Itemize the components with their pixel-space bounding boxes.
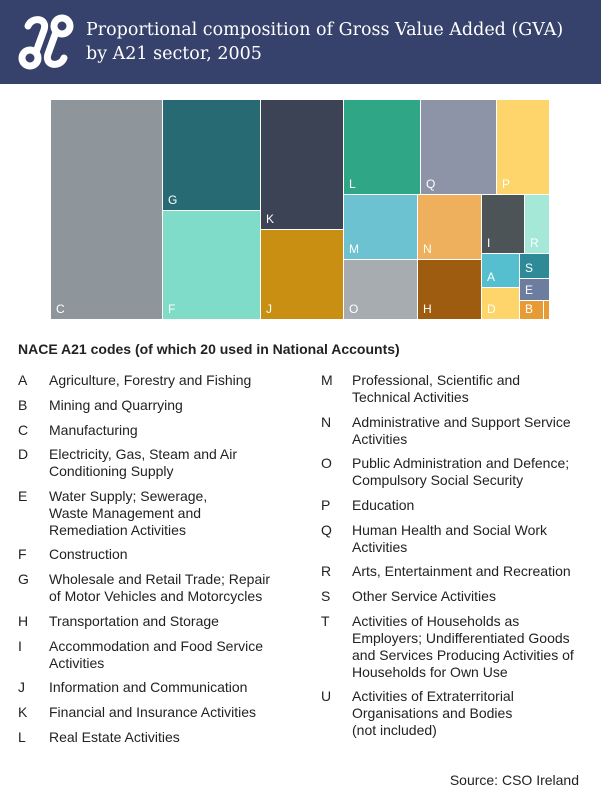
legend-description-line: Electricity, Gas, Steam and Air: [49, 446, 238, 462]
legend-code: E: [18, 488, 28, 504]
treemap-label-d: D: [487, 302, 496, 316]
treemap-tile-h: [418, 260, 481, 319]
treemap-tile-k: [261, 100, 343, 229]
treemap-label-l: L: [349, 177, 356, 191]
legend-code: P: [321, 497, 331, 513]
legend-description-line: Wholesale and Retail Trade; Repair: [49, 571, 271, 587]
title-line-1: Proportional composition of Gross Value Added (GVA): [86, 20, 564, 40]
legend-description: [49, 638, 263, 672]
legend-code: G: [18, 571, 29, 587]
treemap-label-r: R: [530, 236, 539, 250]
legend-description: [49, 397, 183, 414]
legend-description-line: Organisations and Bodies: [352, 705, 513, 721]
legend-code: I: [18, 638, 22, 654]
legend-description-line: Construction: [49, 546, 128, 562]
treemap-label-n: N: [423, 242, 432, 256]
source-note: Source: CSO Ireland: [449, 772, 579, 788]
treemap-tile-a: [482, 254, 519, 287]
legend-description-line: Households for Own Use: [352, 664, 508, 680]
legend-description-line: Human Health and Social Work: [352, 522, 548, 538]
treemap-tile-f: [163, 211, 260, 319]
treemap-tile-m: [344, 195, 417, 259]
legend-description-line: Compulsory Social Security: [352, 472, 524, 488]
legend-description-line: Information and Communication: [49, 679, 248, 695]
legend-code: C: [18, 422, 29, 438]
treemap-tile-o: [344, 260, 417, 319]
chart-title: [86, 18, 586, 66]
treemap-rect-g: [163, 100, 260, 210]
legend-description: [49, 729, 180, 746]
treemap-tile-s: [520, 254, 549, 278]
treemap-tile-j: [261, 230, 343, 319]
treemap-label-c: C: [56, 302, 65, 316]
treemap-label-g: G: [168, 193, 178, 207]
legend-code: B: [18, 397, 28, 413]
legend-code: U: [321, 688, 332, 704]
header-banner: [0, 0, 601, 84]
legend-description-line: of Motor Vehicles and Motorcycles: [49, 588, 263, 604]
legend-description-line: Activities of Extraterritorial: [352, 688, 514, 704]
legend-code: J: [18, 679, 25, 695]
legend-code: Q: [321, 522, 332, 538]
legend-description: [352, 588, 496, 605]
legend-description: [49, 546, 128, 563]
legend-description-line: Other Service Activities: [352, 588, 496, 604]
legend-description: [352, 613, 574, 681]
legend-code: O: [321, 455, 332, 471]
treemap-label-f: F: [168, 302, 176, 316]
treemap-tile-p: [497, 100, 549, 194]
legend-description-line: Water Supply; Sewerage,: [49, 488, 208, 504]
treemap-label-h: H: [423, 302, 432, 316]
treemap-tile-c: [51, 100, 162, 319]
treemap-label-p: P: [502, 177, 511, 191]
treemap-tile-q: [421, 100, 496, 194]
legend-description-line: Manufacturing: [49, 422, 138, 438]
legend-description-line: Activities: [352, 539, 408, 555]
treemap-tile-e: [520, 279, 549, 300]
legend-description: [352, 414, 571, 448]
treemap-label-a: A: [487, 270, 496, 284]
cso-link-icon: [18, 12, 74, 72]
legend-description: [352, 497, 414, 514]
treemap-label-o: O: [349, 302, 359, 316]
legend-code: K: [18, 704, 28, 720]
treemap-tile-i: [482, 195, 524, 253]
legend-code: H: [18, 613, 29, 629]
legend-description-line: Arts, Entertainment and Recreation: [352, 563, 571, 579]
treemap-label-b: B: [525, 302, 534, 316]
legend-description: [49, 446, 237, 480]
treemap-tile-n: [418, 195, 481, 259]
legend-description: [49, 704, 256, 721]
legend-description: [352, 455, 569, 489]
legend-code: S: [321, 588, 331, 604]
treemap-chart: [0, 84, 601, 324]
title-line-2: by A21 sector, 2005: [86, 44, 262, 64]
treemap-tile-l: [344, 100, 420, 194]
treemap-rect-c: [51, 100, 162, 319]
legend-description-line: Remediation Activities: [49, 522, 186, 538]
legend-description-line: Financial and Insurance Activities: [49, 704, 256, 720]
legend-description-line: Conditioning Supply: [49, 463, 174, 479]
legend-description-line: Waste Management and: [49, 505, 202, 521]
treemap-tile-d: [482, 288, 519, 319]
legend-description-line: Activities: [352, 431, 408, 447]
legend-description: [49, 679, 247, 696]
legend-description-line: Administrative and Support Service: [352, 414, 571, 430]
legend-description-line: Agriculture, Forestry and Fishing: [49, 372, 252, 388]
legend-description-line: Education: [352, 497, 415, 513]
treemap-tile-other: [544, 301, 549, 319]
legend-description-line: Technical Activities: [352, 389, 469, 405]
legend-code: L: [18, 729, 26, 745]
legend-description-line: Employers; Undifferentiated Goods: [352, 630, 570, 646]
legend-description: [352, 522, 547, 556]
legend-description: [352, 372, 520, 406]
treemap-tile-b: [520, 301, 543, 319]
legend-description-line: Activities: [49, 655, 105, 671]
treemap-rect-k: [261, 100, 343, 229]
legend-description-line: Activities of Households as: [352, 613, 520, 629]
legend-description-line: (not included): [352, 722, 437, 738]
legend-code: A: [18, 372, 28, 388]
legend-description: [49, 613, 219, 630]
treemap-label-j: J: [266, 302, 272, 316]
treemap-tile-r: [525, 195, 549, 253]
legend-code: D: [18, 446, 29, 462]
treemap-label-i: I: [487, 236, 491, 250]
treemap-label-k: K: [266, 212, 275, 226]
legend-description-line: and Services Producing Activities of: [352, 647, 574, 663]
legend-code: N: [321, 414, 332, 430]
legend-code: R: [321, 563, 332, 579]
legend-description-line: Accommodation and Food Service: [49, 638, 263, 654]
legend-code: F: [18, 546, 27, 562]
legend-description-line: Public Administration and Defence;: [352, 455, 570, 471]
legend-description-line: Transportation and Storage: [49, 613, 219, 629]
legend-description-line: Real Estate Activities: [49, 729, 180, 745]
treemap-rect-j: [261, 230, 343, 319]
legend-title: NACE A21 codes (of which 20 used in National Accounts): [18, 341, 400, 357]
treemap-rect-other: [544, 301, 549, 319]
treemap-tile-g: [163, 100, 260, 210]
legend-description: [352, 688, 514, 739]
legend-description-line: Mining and Quarrying: [49, 397, 183, 413]
legend-description: [49, 488, 207, 539]
legend-code: M: [321, 372, 333, 388]
legend-description: [49, 571, 270, 605]
legend-description: [352, 563, 571, 580]
legend-code: T: [321, 613, 330, 629]
legend-description: [49, 422, 138, 439]
treemap-label-e: E: [525, 283, 534, 297]
legend-description: [49, 372, 251, 389]
treemap-label-q: Q: [426, 177, 436, 191]
treemap-label-s: S: [525, 261, 534, 275]
legend-description-line: Professional, Scientific and: [352, 372, 521, 388]
treemap-rect-f: [163, 211, 260, 319]
treemap-label-m: M: [349, 242, 359, 256]
